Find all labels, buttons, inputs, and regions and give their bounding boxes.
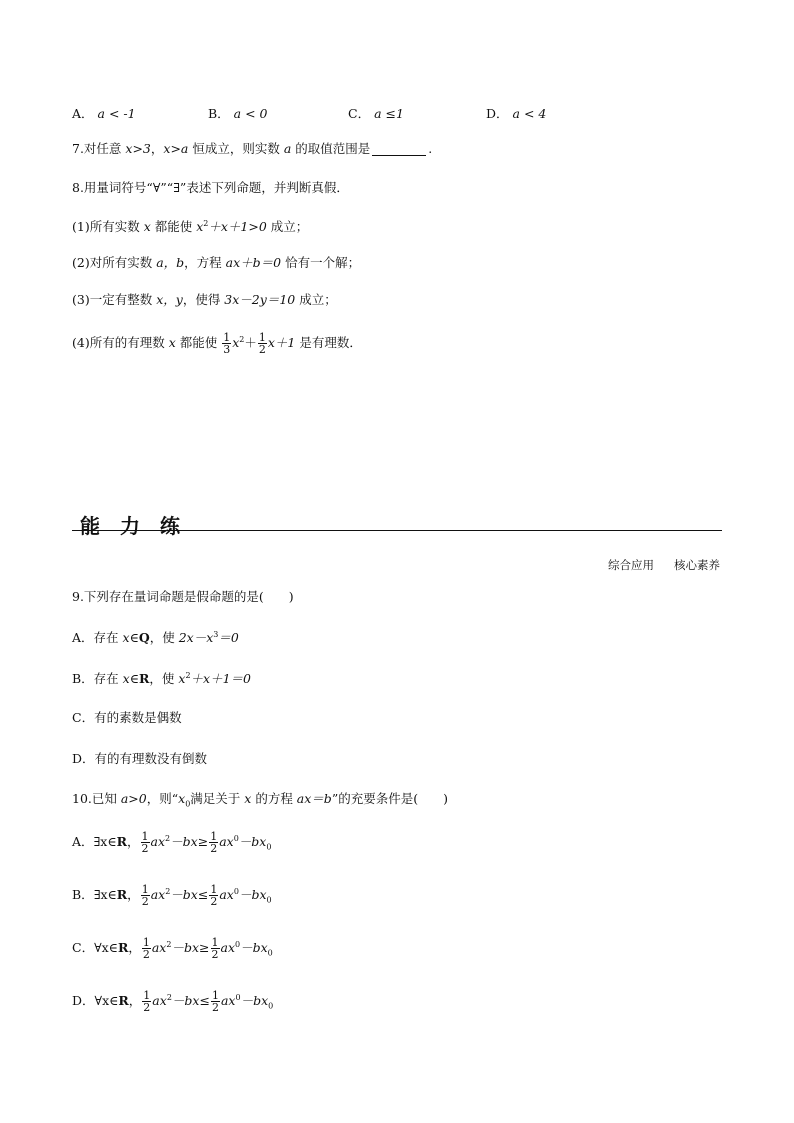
q7-variable: a	[283, 141, 292, 156]
q9-option-b[interactable]	[72, 672, 251, 686]
option-letter: C．	[72, 940, 95, 955]
section-tags	[588, 557, 720, 573]
math: ax	[219, 834, 234, 849]
math: ax	[150, 834, 166, 849]
math: ∈	[129, 630, 139, 646]
option-a[interactable]	[72, 104, 136, 122]
q10-option-a[interactable]	[72, 831, 271, 854]
question-8-part-2	[72, 257, 360, 270]
math: x	[178, 671, 186, 687]
tag-comprehensive-application: 综合应用	[608, 558, 654, 572]
fraction	[141, 884, 150, 907]
math: ∈	[129, 671, 139, 687]
set-symbol: Q	[138, 630, 150, 646]
text: ，使得	[182, 292, 225, 307]
fraction	[142, 937, 151, 960]
math: －bx	[170, 887, 198, 902]
subscript: 0	[268, 1001, 274, 1011]
superscript: 0	[233, 833, 239, 843]
q7-text: ，	[150, 141, 164, 156]
math: ＋	[244, 335, 257, 350]
option-expression: a ≤1	[374, 106, 404, 121]
option-letter: D．	[486, 106, 509, 121]
set-symbol: R	[116, 834, 128, 849]
q7-text: .	[428, 141, 433, 156]
q9-option-a[interactable]	[72, 631, 239, 645]
math: ＋x＋1＝0	[190, 671, 251, 687]
q9-option-c[interactable]: C．有的素数是偶数	[72, 710, 182, 725]
question-10-stem	[72, 793, 448, 809]
text: (4)所有的有理数	[72, 335, 169, 350]
option-expression: a < -1	[97, 106, 136, 121]
math: ＝0	[218, 630, 239, 646]
fraction	[209, 831, 218, 854]
denominator: 2	[258, 343, 266, 356]
math: ax	[150, 887, 166, 902]
question-9-stem: 9.下列存在量词命题是假命题的是( )	[72, 589, 294, 604]
denominator: 2	[143, 1001, 151, 1014]
text: 恰有一个解；	[281, 255, 361, 270]
math: ax	[220, 993, 236, 1008]
superscript: 2	[203, 219, 209, 228]
subscript: 0	[266, 895, 272, 905]
text: A．存在	[72, 630, 123, 646]
superscript: 0	[233, 886, 239, 896]
section-divider	[72, 530, 722, 531]
math: x	[178, 791, 186, 806]
superscript: 2	[165, 833, 171, 843]
math: －bx	[240, 993, 269, 1008]
math: 3x－2y＝10	[224, 292, 296, 307]
denominator: 2	[142, 948, 150, 961]
math: x	[196, 219, 204, 235]
question-8-part-1	[72, 220, 308, 234]
option-expression: a < 0	[233, 106, 268, 121]
option-d[interactable]	[486, 104, 546, 122]
fraction	[211, 937, 220, 960]
superscript: 2	[185, 671, 191, 680]
text: ”的充要条件是( )	[331, 791, 448, 806]
denominator: 3	[223, 343, 231, 356]
question-7	[72, 143, 432, 156]
math: ax	[219, 887, 234, 902]
numerator: 1	[211, 989, 219, 1002]
math: ＋x＋1>0	[208, 219, 267, 235]
text: 成立；	[295, 292, 337, 307]
text: ，	[128, 940, 141, 955]
subscript: 0	[267, 948, 273, 958]
math: x	[122, 630, 130, 646]
numerator: 1	[143, 989, 151, 1002]
quantifier: ∃x∈	[93, 834, 117, 849]
text: ，使	[149, 671, 179, 687]
text: ，	[127, 834, 140, 849]
text: 是有理数．	[295, 335, 362, 350]
fraction	[209, 884, 218, 907]
option-expression: a < 4	[512, 106, 547, 121]
option-c[interactable]	[348, 104, 404, 122]
text: ，使	[149, 630, 179, 646]
math: －bx	[238, 834, 267, 849]
math: －bx	[240, 940, 268, 955]
math: x＋1	[267, 335, 296, 350]
denominator: 2	[210, 895, 218, 908]
math: x	[244, 791, 252, 806]
superscript: 2	[166, 992, 172, 1002]
superscript: 2	[239, 334, 245, 344]
math: a>0	[120, 791, 147, 806]
math: ax	[220, 940, 236, 955]
text: 都能使	[150, 219, 197, 235]
fraction	[141, 831, 150, 854]
quantifier: ∀x∈	[94, 993, 119, 1008]
numerator: 1	[210, 830, 218, 843]
denominator: 2	[211, 1001, 219, 1014]
math: －bx	[170, 834, 198, 849]
relation: ≤	[197, 887, 209, 902]
math: a，b	[156, 255, 185, 270]
subscript: 0	[266, 842, 272, 852]
numerator: 1	[211, 936, 219, 949]
quantifier: ∃x∈	[93, 887, 117, 902]
fraction	[222, 332, 231, 355]
answer-blank[interactable]	[372, 144, 426, 156]
q10-option-b[interactable]	[72, 884, 272, 907]
option-letter: A．	[72, 834, 94, 849]
q10-option-d[interactable]	[72, 990, 273, 1013]
superscript: 2	[165, 886, 171, 896]
option-letter: B．	[72, 887, 94, 902]
math: －bx	[171, 993, 200, 1008]
math: －bx	[238, 887, 267, 902]
fraction	[211, 990, 220, 1013]
option-letter: A．	[72, 106, 94, 121]
superscript: 0	[235, 939, 241, 949]
numerator: 1	[142, 936, 150, 949]
math: x	[143, 219, 151, 235]
fraction	[142, 990, 151, 1013]
section-title: 能力练	[80, 514, 200, 538]
q7-text: 的取值范围是	[291, 141, 371, 156]
superscript: 3	[213, 630, 219, 639]
math: ax	[152, 993, 167, 1008]
superscript: 2	[166, 939, 172, 949]
q7-condition: x>3	[125, 141, 151, 156]
text: ，	[127, 887, 140, 902]
quantifier: ∀x∈	[94, 940, 118, 955]
math: x	[168, 335, 176, 350]
q7-text: 7.对任意	[72, 141, 126, 156]
text: (1)所有实数	[72, 219, 144, 235]
relation: ≥	[197, 834, 209, 849]
text: (3)一定有整数	[72, 292, 157, 307]
denominator: 2	[141, 895, 149, 908]
numerator: 1	[210, 883, 218, 896]
option-b[interactable]	[208, 104, 268, 122]
denominator: 2	[211, 948, 219, 961]
tag-core-literacy: 核心素养	[674, 558, 720, 572]
question-8-part-4	[72, 332, 362, 355]
text: 10.已知	[72, 791, 121, 806]
numerator: 1	[141, 830, 149, 843]
denominator: 2	[141, 842, 149, 855]
text: 成立；	[266, 219, 309, 235]
text: (2)对所有实数	[72, 255, 157, 270]
relation: ≥	[199, 940, 210, 955]
text: 都能使	[175, 335, 222, 350]
set-symbol: R	[116, 887, 128, 902]
text: B．存在	[72, 671, 123, 687]
q7-condition: x>a	[163, 141, 189, 156]
option-letter: D．	[72, 993, 95, 1008]
set-symbol: R	[117, 940, 129, 955]
numerator: 1	[141, 883, 149, 896]
math: x	[122, 671, 130, 687]
math: x，y	[156, 292, 183, 307]
option-letter: B．	[208, 106, 230, 121]
q10-option-c[interactable]	[72, 937, 273, 960]
text: 满足关于	[190, 791, 245, 806]
math: 2x－x	[178, 630, 214, 646]
question-8-part-3	[72, 294, 337, 307]
math: ax	[151, 940, 167, 955]
text: 的方程	[251, 791, 297, 806]
option-letter: C．	[348, 106, 371, 121]
math: x	[232, 335, 240, 350]
q9-option-d[interactable]: D．有的有理数没有倒数	[72, 751, 208, 766]
question-8-stem: 8.用量词符号“∀”“∃”表述下列命题，并判断真假．	[72, 180, 349, 195]
q7-text: 恒成立，则实数	[188, 141, 284, 156]
subscript: 0	[185, 799, 191, 809]
text: ，方程	[184, 255, 226, 270]
math: ax＋b＝0	[225, 255, 282, 270]
text: ，则“	[146, 791, 179, 806]
fraction	[258, 332, 267, 355]
math: －bx	[171, 940, 200, 955]
set-symbol: R	[139, 671, 150, 687]
text: ，	[128, 993, 142, 1008]
numerator: 1	[223, 331, 231, 344]
numerator: 1	[258, 331, 266, 344]
math: ax＝b	[296, 791, 332, 806]
superscript: 0	[235, 992, 241, 1002]
set-symbol: R	[118, 993, 129, 1008]
denominator: 2	[210, 842, 218, 855]
relation: ≤	[199, 993, 210, 1008]
